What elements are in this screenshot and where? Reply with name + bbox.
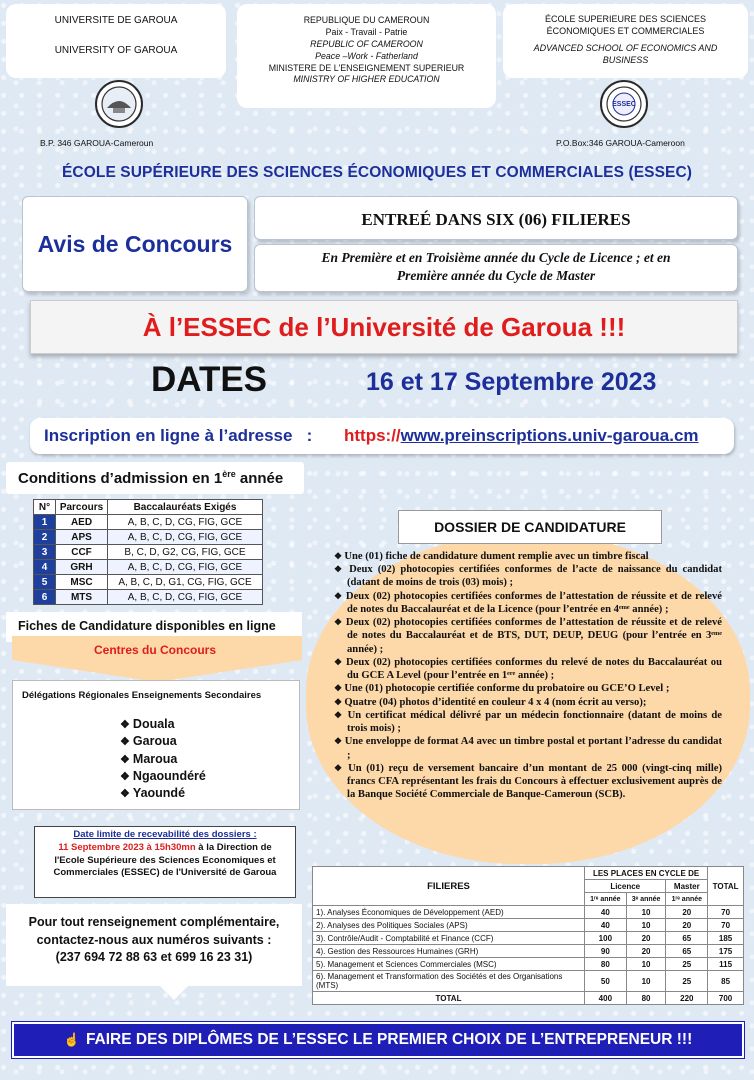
row-bac: A, B, C, D, G1, CG, FIG, GCE <box>108 575 263 590</box>
admission-table <box>33 499 263 605</box>
filiere-name: 3). Contrôle/Audit - Comptabilité et Finance (CCF) <box>313 932 585 945</box>
list-item: ❖ Deux (02) photocopies certifiées conformes de l’attestation de réussite et de relevé de notes du Baccalauréat et de la Licence (pour l’entrée en 4ᵉᵐᵉ année) ; <box>334 590 722 616</box>
admission-header-no: N° <box>34 500 56 515</box>
list-item: ❖ Deux (02) photocopies certifiées conformes de l’acte de naissance du candidat (datant de moins de trois (03) mois) ; <box>334 563 722 589</box>
univ-name-fr: UNIVERSITE DE GAROUA <box>54 15 178 26</box>
row-parcours: CCF <box>56 545 108 560</box>
places-m1: 25 <box>666 971 708 992</box>
list-item: ❖ Maroua <box>120 751 206 768</box>
filiere-name: 1). Analyses Économiques de Développement (AED) <box>313 906 585 919</box>
list-item: ❖ Une (01) fiche de candidature dument remplie avec un timbre fiscal <box>334 550 722 563</box>
contact-line1: Pour tout renseignement complémentaire, <box>28 915 280 929</box>
places-header-total: TOTAL <box>708 867 744 906</box>
places-l1: 40 <box>585 919 627 932</box>
country-en: REPUBLIC OF CAMEROON <box>310 38 423 49</box>
row-parcours: APS <box>56 530 108 545</box>
dossier-title-box <box>398 510 662 544</box>
school-title: ÉCOLE SUPÉRIEURE DES SCIENCES ÉCONOMIQUES ET COMMERCIALES (ESSEC) <box>61 164 693 181</box>
table-row <box>34 545 263 560</box>
places-l1: 40 <box>585 906 627 919</box>
cities-list <box>120 716 206 802</box>
places-m1: 65 <box>666 932 708 945</box>
places-header-group: LES PLACES EN CYCLE DE <box>585 867 708 880</box>
total-l1: 400 <box>585 992 627 1005</box>
places-l3: 10 <box>626 906 666 919</box>
dates-value: 16 et 17 Septembre 2023 <box>366 368 657 396</box>
list-item: ❖ Un certificat médical délivré par un médecin fonctionnaire (datant de moins de trois mois) ; <box>334 709 722 735</box>
list-item: ❖ Ngaoundéré <box>120 768 206 785</box>
ministry-en: MINISTRY OF HIGHER EDUCATION <box>293 74 440 85</box>
entree-box <box>254 196 738 240</box>
footer-banner <box>12 1022 744 1058</box>
entree-sub-box <box>254 244 738 292</box>
places-total: 175 <box>708 945 744 958</box>
places-l1: 80 <box>585 958 627 971</box>
row-bac: B, C, D, G2, CG, FIG, GCE <box>108 545 263 560</box>
total-l3: 80 <box>626 992 666 1005</box>
list-item: ❖ Un (01) reçu de versement bancaire d’un montant de 25 000 (vingt-cinq mille) francs CFA représentant les frais du Concours à effectuer exclusivement auprès de la Banque Société Commerciale de Banque-Cameroun (SCB). <box>334 762 722 802</box>
places-l3: 20 <box>626 945 666 958</box>
places-table <box>312 866 744 1005</box>
places-header-filieres: FILIERES <box>313 867 585 906</box>
table-row <box>34 590 263 605</box>
row-parcours: AED <box>56 515 108 530</box>
row-parcours: MSC <box>56 575 108 590</box>
centres-title: Centres du Concours <box>93 643 216 657</box>
places-total: 70 <box>708 919 744 932</box>
conditions-tail: année <box>235 470 284 487</box>
school-address: P.O.Box:346 GAROUA-Cameroon <box>556 138 685 148</box>
list-item: ❖ Yaoundé <box>120 785 206 802</box>
list-item: ❖ Une (01) photocopie certifiée conforme du probatoire ou GCE’O Level ; <box>334 682 722 695</box>
school-name-en-2: BUSINESS <box>602 55 649 66</box>
places-total: 70 <box>708 906 744 919</box>
table-row <box>313 906 744 919</box>
places-l3: 10 <box>626 971 666 992</box>
places-l1: 90 <box>585 945 627 958</box>
school-name-en-1: ADVANCED SCHOOL OF ECONOMICS AND <box>533 43 718 54</box>
table-row <box>313 932 744 945</box>
inscription-label: Inscription en ligne à l’adresse : <box>44 426 313 445</box>
conditions-sup: ère <box>222 469 236 479</box>
places-m1: 65 <box>666 945 708 958</box>
list-item: ❖ Deux (02) photocopies certifiées conformes de l’attestation de réussite et de relevé de notes du Baccalauréat et de BTS, DUT, DEUP, DEUG (pour l’entrée en 3ᵉᵐᵉ année) ; <box>334 616 722 656</box>
essec-seal-text: ESSEC <box>612 100 636 108</box>
places-l3: 10 <box>626 919 666 932</box>
row-bac: A, B, C, D, CG, FIG, GCE <box>108 515 263 530</box>
university-seal-icon <box>95 80 143 128</box>
dossier-list <box>334 550 722 801</box>
deadline-text1: à la Direction de <box>195 841 272 853</box>
table-row <box>313 958 744 971</box>
contact-line2: contactez-nous aux numéros suivants : <box>36 932 272 947</box>
deadline-date: 11 Septembre 2023 à 15h30mn <box>58 841 196 853</box>
places-l1: 100 <box>585 932 627 945</box>
places-l3: 20 <box>626 932 666 945</box>
places-total: 115 <box>708 958 744 971</box>
row-number: 5 <box>34 575 56 590</box>
conditions-title <box>18 469 283 487</box>
row-parcours: GRH <box>56 560 108 575</box>
univ-address: B.P. 346 GAROUA-Cameroun <box>40 138 154 148</box>
places-m1: 25 <box>666 958 708 971</box>
motto-en: Peace –Work - Fatherland <box>315 50 418 61</box>
admission-header-bac: Baccalauréats Exigés <box>108 500 263 515</box>
row-bac: A, B, C, D, CG, FIG, GCE <box>108 530 263 545</box>
list-item: ❖ Deux (02) photocopies certifiées conformes du relevé de notes du Baccalauréat ou du GCE A Level (pour l’entrée en 1ᵉʳᵉ année) ; <box>334 656 722 682</box>
avis-box <box>22 196 248 292</box>
url-prefix: https:// <box>344 426 401 445</box>
places-total: 185 <box>708 932 744 945</box>
deadline-title: Date limite de recevabilité des dossiers : <box>73 829 257 840</box>
table-total-row <box>313 992 744 1005</box>
school-name-fr-2: ÉCONOMIQUES ET COMMERCIALES <box>546 26 705 37</box>
places-sub-1: 1ʳᵉ année <box>585 893 627 906</box>
places-m1: 20 <box>666 906 708 919</box>
list-item: ❖ Garoua <box>120 733 206 750</box>
filiere-name: 2). Analyses des Politiques Sociales (APS) <box>313 919 585 932</box>
inscription-url[interactable] <box>344 426 699 446</box>
essec-seal-icon <box>600 80 648 128</box>
entree-sub-2: Première année du Cycle de Master <box>396 267 596 283</box>
total-label: TOTAL <box>313 992 585 1005</box>
places-header-master: Master <box>666 880 708 893</box>
dates-label: DATES <box>151 360 268 399</box>
entree-title: ENTREÉ DANS SIX (06) FILIERES <box>361 210 631 229</box>
places-l3: 10 <box>626 958 666 971</box>
table-row <box>34 575 263 590</box>
places-header-licence: Licence <box>585 880 666 893</box>
ministry-fr: MINISTERE DE L'ENSEIGNEMENT SUPERIEUR <box>268 62 465 73</box>
total-m1: 220 <box>666 992 708 1005</box>
places-total: 85 <box>708 971 744 992</box>
header-right-box <box>503 4 748 78</box>
row-number: 1 <box>34 515 56 530</box>
list-item: ❖ Une enveloppe de format A4 avec un timbre postal et portant l’adresse du candidat ; <box>334 735 722 761</box>
list-item: ❖ Douala <box>120 716 206 733</box>
url-link[interactable]: www.preinscriptions.univ-garoua.cm <box>400 426 699 445</box>
univ-name-en: UNIVERSITY OF GAROUA <box>54 44 178 56</box>
row-number: 6 <box>34 590 56 605</box>
admission-header-parcours: Parcours <box>56 500 108 515</box>
deadline-line2: l'Ecole Supérieure des Sciences Economiques et <box>54 854 276 866</box>
table-row <box>313 919 744 932</box>
banner-text: À l’ESSEC de l’Université de Garoua !!! <box>142 311 626 342</box>
footer-slogan: FAIRE DES DIPLÔMES DE L’ESSEC LE PREMIER CHOIX DE L’ENTREPRENEUR !!! <box>85 1031 693 1048</box>
banner-box <box>30 300 738 354</box>
thumbs-up-icon: ☝ <box>63 1032 80 1047</box>
row-number: 4 <box>34 560 56 575</box>
list-item: ❖ Quatre (04) photos d’identité en couleur 4 x 4 (nom écrit au verso); <box>334 696 722 709</box>
deadline-line3: Commerciales (ESSEC) de l'Université de Garoua <box>53 867 277 879</box>
table-row <box>34 515 263 530</box>
row-bac: A, B, C, D, CG, FIG, GCE <box>108 560 263 575</box>
row-parcours: MTS <box>56 590 108 605</box>
deadline-line1 <box>35 842 295 855</box>
places-sub-3: 1ʳᵉ année <box>666 893 708 906</box>
total-all: 700 <box>708 992 744 1005</box>
filiere-name: 4). Gestion des Ressources Humaines (GRH) <box>313 945 585 958</box>
table-row <box>34 560 263 575</box>
delegations-title: Délégations Régionales Enseignements Secondaires <box>22 690 262 701</box>
motto-fr: Paix - Travail - Patrie <box>325 26 408 37</box>
places-m1: 20 <box>666 919 708 932</box>
entree-sub-1: En Première et en Troisième année du Cycle de Licence ; et en <box>321 250 671 265</box>
table-row <box>313 971 744 992</box>
contact-text <box>6 914 302 967</box>
dossier-title: DOSSIER DE CANDIDATURE <box>434 519 626 535</box>
places-sub-2: 3ᵉ année <box>626 893 666 906</box>
table-row <box>313 945 744 958</box>
header-left-box <box>6 4 226 78</box>
fiches-title: Fiches de Candidature disponibles en ligne <box>18 619 276 633</box>
table-row <box>34 530 263 545</box>
row-bac: A, B, C, D, CG, FIG, GCE <box>108 590 263 605</box>
country-fr: REPUBLIQUE DU CAMEROUN <box>303 15 430 25</box>
contact-line3: (237 694 72 88 63 et 699 16 23 31) <box>55 950 253 964</box>
filiere-name: 6). Management et Transformation des Sociétés et des Organisations (MTS) <box>313 971 585 992</box>
filiere-name: 5). Management et Sciences Commerciales (MSC) <box>313 958 585 971</box>
avis-title: Avis de Concours <box>37 230 233 257</box>
row-number: 3 <box>34 545 56 560</box>
deadline-box <box>34 826 296 898</box>
places-l1: 50 <box>585 971 627 992</box>
row-number: 2 <box>34 530 56 545</box>
school-name-fr-1: ÉCOLE SUPERIEURE DES SCIENCES <box>544 14 707 24</box>
header-center-box <box>237 4 496 108</box>
conditions-title-text: Conditions d’admission en 1 <box>18 470 223 487</box>
